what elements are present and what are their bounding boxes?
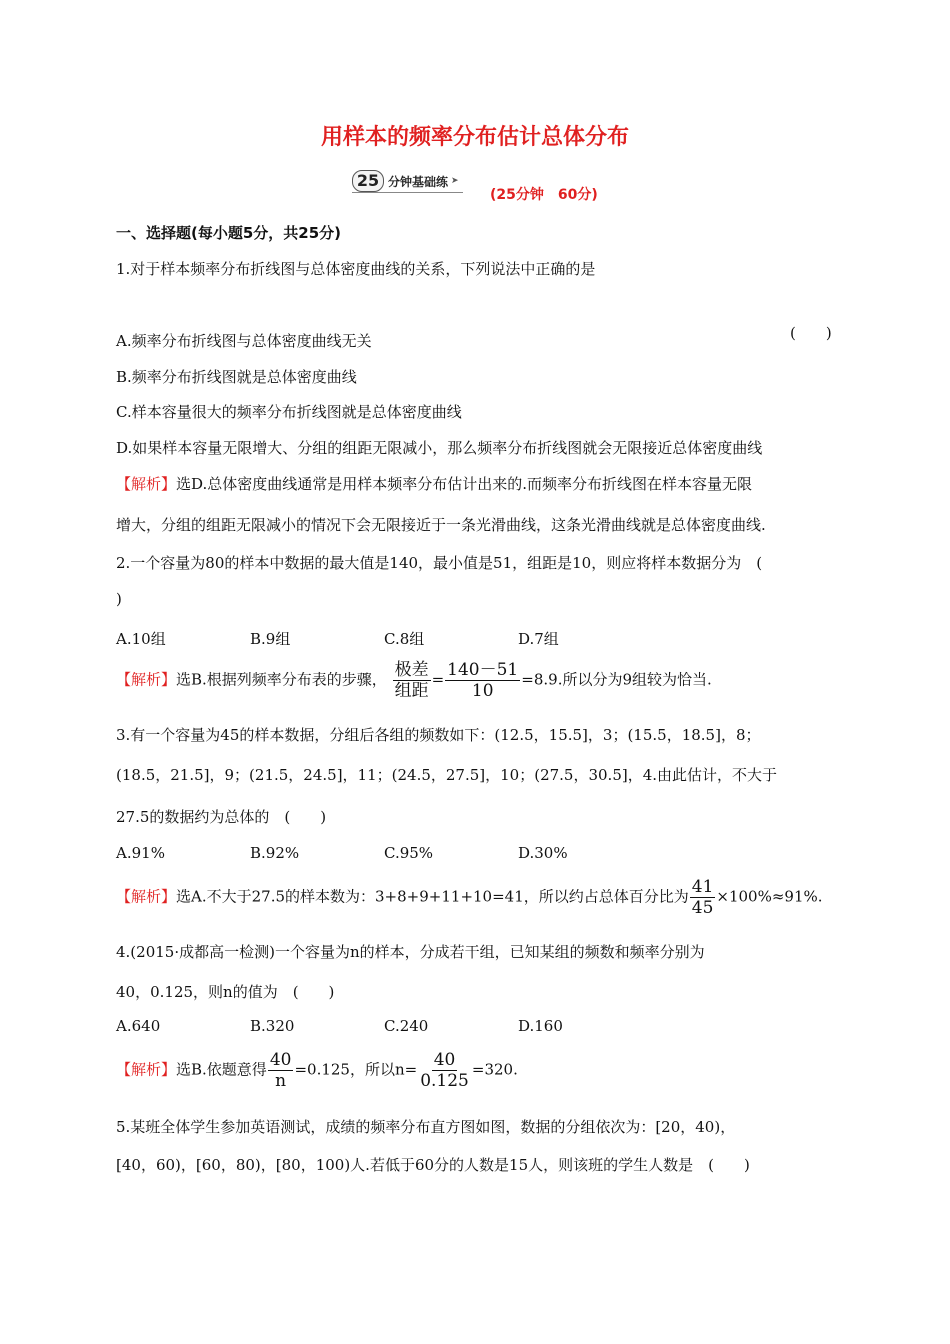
q1-option-d: D.如果样本容量无限增大、分组的组距无限减小，那么频率分布折线图就会无限接近总体密度曲线 xyxy=(116,439,763,457)
q3-option-c: C.95% xyxy=(384,844,434,862)
fraction-numerator: 41 xyxy=(691,877,714,897)
q1-answer-paren: ( ) xyxy=(790,324,832,342)
q2-option-b: B.9组 xyxy=(250,630,291,648)
solution-tag: 【解析】 xyxy=(116,670,177,689)
q3-option-d: D.30% xyxy=(518,844,568,862)
arrow-icon: ➤ xyxy=(451,176,459,186)
fraction-numerator: 140－51 xyxy=(447,660,519,680)
q4-solution-mid: =0.125，所以n= xyxy=(294,1060,418,1079)
q5-stem-cont: [40，60)，[60，80)，[80，100)人.若低于60分的人数是15人，则该班的学生人数是 ( ) xyxy=(116,1156,750,1174)
q4-solution-pre: 选B.依题意得 xyxy=(176,1060,267,1079)
time-note: (25分钟 60分) xyxy=(490,187,598,203)
fraction-denominator: 45 xyxy=(691,898,714,918)
solution-tag: 【解析】 xyxy=(116,887,177,906)
q1-option-b: B.频率分布折线图就是总体密度曲线 xyxy=(116,368,357,386)
q2-stem-cont: ) xyxy=(116,590,122,608)
fraction-denominator: 10 xyxy=(471,681,494,701)
section-heading: 一、选择题(每小题5分，共25分) xyxy=(116,224,342,242)
q3-options xyxy=(116,844,652,862)
q3-stem-end: 27.5的数据约为总体的 ( ) xyxy=(116,808,327,826)
q1-option-c: C.样本容量很大的频率分布折线图就是总体密度曲线 xyxy=(116,403,462,421)
q1-solution xyxy=(116,473,752,494)
fraction-40-over-n xyxy=(268,1050,294,1091)
q4-solution-post: =320. xyxy=(471,1060,518,1079)
timer-badge xyxy=(352,170,463,193)
fraction-40-over-0125 xyxy=(418,1050,471,1091)
badge-number: 25 xyxy=(352,170,384,192)
q2-option-a: A.10组 xyxy=(116,630,166,648)
q2-stem: 2.一个容量为80的样本中数据的最大值是140，最小值是51，组距是10，则应将样本数据分为 ( xyxy=(116,554,763,572)
q3-solution xyxy=(116,877,823,918)
q3-solution-post: ×100%≈91%. xyxy=(716,887,823,906)
q2-option-c: C.8组 xyxy=(384,630,425,648)
q2-solution-pre: 选B.根据列频率分布表的步骤， xyxy=(176,670,387,689)
badge-label: 分钟基础练 xyxy=(388,174,449,189)
q2-option-d: D.7组 xyxy=(518,630,559,648)
q4-option-b: B.320 xyxy=(250,1017,295,1035)
page-title: 用样本的频率分布估计总体分布 xyxy=(320,125,629,150)
fraction-range-over-width xyxy=(393,660,431,701)
q4-options xyxy=(116,1017,652,1035)
q4-option-d: D.160 xyxy=(518,1017,563,1035)
q4-stem-cont: 40，0.125，则n的值为 ( ) xyxy=(116,983,335,1001)
q4-option-c: C.240 xyxy=(384,1017,429,1035)
fraction-numerator: 40 xyxy=(433,1050,456,1070)
q4-solution xyxy=(116,1050,518,1091)
fraction-denominator: 0.125 xyxy=(420,1071,469,1091)
q3-option-b: B.92% xyxy=(250,844,300,862)
q2-solution xyxy=(116,660,712,701)
fraction-values xyxy=(445,660,520,701)
q4-option-a: A.640 xyxy=(116,1017,161,1035)
q2-options xyxy=(116,628,652,649)
q3-stem: 3.有一个容量为45的样本数据，分组后各组的频数如下：(12.5，15.5]，3；(15.5，18.5]，8； xyxy=(116,726,761,744)
solution-tag: 【解析】 xyxy=(116,1060,177,1079)
q1-solution-text: 选D.总体密度曲线通常是用样本频率分布估计出来的.而频率分布折线图在样本容量无限 xyxy=(176,475,753,493)
q3-solution-pre: 选A.不大于27.5的样本数为：3+8+9+11+10=41，所以约占总体百分比为 xyxy=(176,887,689,906)
q3-option-a: A.91% xyxy=(116,844,165,862)
fraction-numerator: 极差 xyxy=(394,660,429,680)
fraction-denominator: 组距 xyxy=(394,681,429,701)
fraction-denominator: n xyxy=(275,1071,287,1091)
equals-sign: = xyxy=(431,670,445,689)
q4-stem: 4.(2015·成都高一检测)一个容量为n的样本，分成若干组，已知某组的频数和频率分别为 xyxy=(116,943,705,961)
fraction-41-over-45 xyxy=(690,877,716,918)
q1-stem: 1.对于样本频率分布折线图与总体密度曲线的关系，下列说法中正确的是 xyxy=(116,260,596,278)
q1-option-a: A.频率分布折线图与总体密度曲线无关 xyxy=(116,332,372,350)
q3-stem-cont: (18.5，21.5]，9；(21.5，24.5]，11；(24.5，27.5]，10；(27.5，30.5]，4.由此估计，不大于 xyxy=(116,766,778,784)
solution-tag: 【解析】 xyxy=(116,475,177,493)
fraction-numerator: 40 xyxy=(269,1050,292,1070)
q5-stem: 5.某班全体学生参加英语测试，成绩的频率分布直方图如图，数据的分组依次为：[20，40)， xyxy=(116,1118,736,1136)
q1-solution-cont: 增大，分组的组距无限减小的情况下会无限接近于一条光滑曲线，这条光滑曲线就是总体密度曲线. xyxy=(116,516,766,534)
q2-solution-post: =8.9.所以分为9组较为恰当. xyxy=(521,670,712,689)
